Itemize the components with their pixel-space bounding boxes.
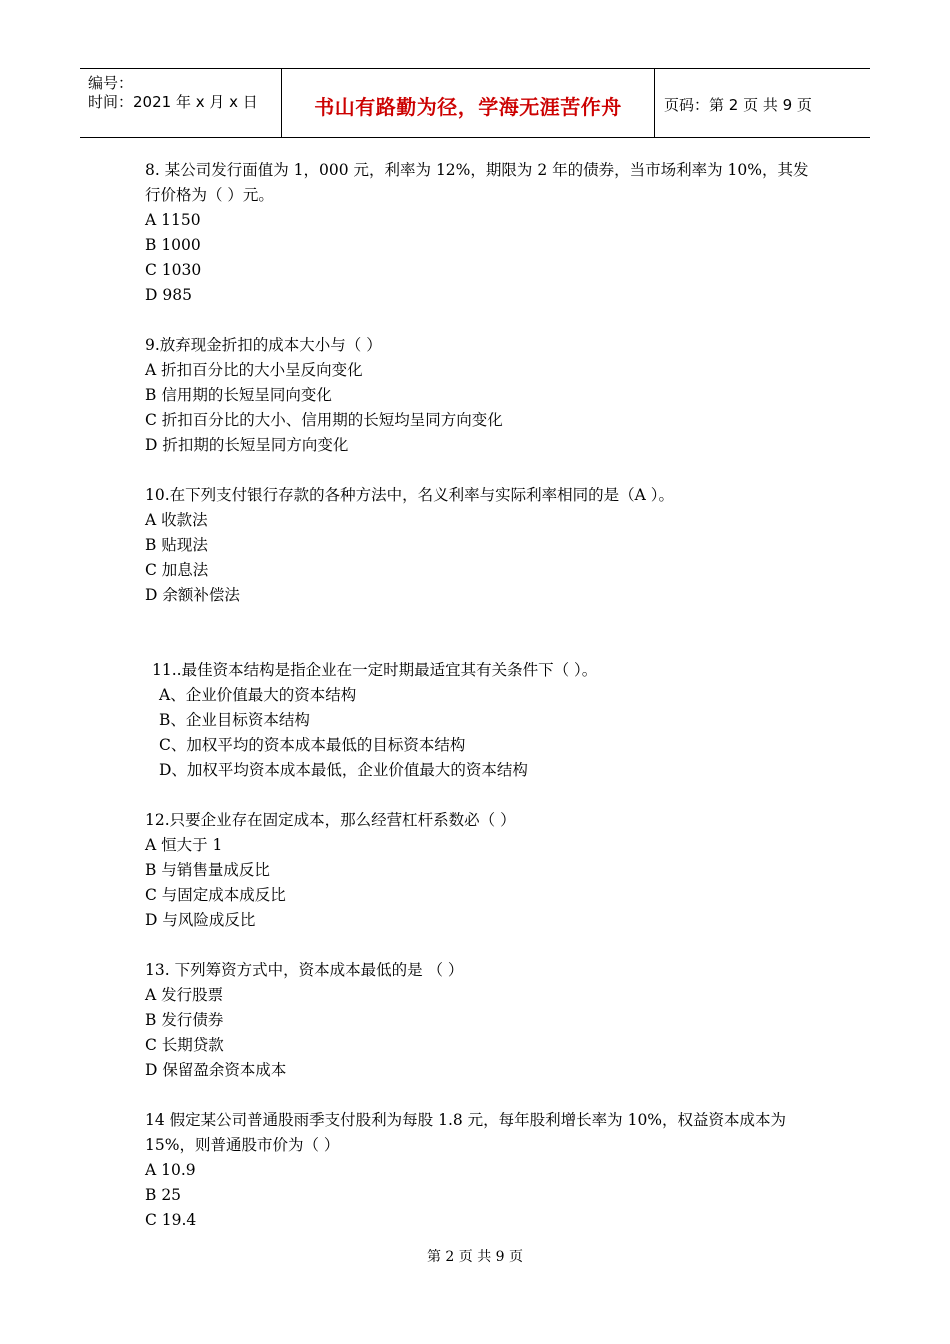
header-motto-cell — [282, 69, 655, 137]
question-12 — [145, 808, 815, 933]
option-b: B 信用期的长短呈同向变化 — [145, 386, 332, 404]
date-line: 时间：2021 年 x 月 x 日 — [88, 93, 258, 111]
option-d: D 折扣期的长短呈同方向变化 — [145, 436, 349, 454]
page-footer: 第 2 页 共 9 页 — [426, 1249, 524, 1265]
option-c: C 与固定成本成反比 — [145, 886, 286, 904]
option-a: A 发行股票 — [145, 986, 224, 1004]
option-b: B、企业目标资本结构 — [159, 711, 310, 729]
question-stem: 9.放弃现金折扣的成本大小与（ ） — [145, 336, 382, 354]
option-b: B 1000 — [145, 236, 201, 254]
option-a: A 10.9 — [145, 1161, 196, 1179]
question-13 — [145, 958, 815, 1083]
option-a: A 1150 — [145, 211, 201, 229]
option-d: D 余额补偿法 — [145, 586, 240, 604]
question-stem: 12.只要企业存在固定成本，那么经营杠杆系数必（ ） — [145, 811, 516, 829]
question-stem: 13. 下列筹资方式中，资本成本最低的是 （ ） — [145, 961, 464, 979]
option-c: C 长期贷款 — [145, 1036, 224, 1054]
option-a: A 收款法 — [145, 511, 208, 529]
question-11 — [145, 658, 815, 783]
code-label: 编号： — [88, 74, 134, 92]
option-a: A 恒大于 1 — [145, 836, 223, 854]
option-a: A、企业价值最大的资本结构 — [159, 686, 357, 704]
question-stem: 10.在下列支付银行存款的各种方法中，名义利率与实际利率相同的是（A ）。 — [145, 486, 675, 504]
question-stem: 8. 某公司发行面值为 1，000 元，利率为 12%，期限为 2 年的债券，当市场利率为 10%，其发行价格为（ ）元。 — [145, 161, 809, 204]
question-8 — [145, 158, 815, 308]
page-info: 页码：第 2 页 共 9 页 — [664, 96, 812, 114]
motto: 书山有路勤为径，学海无涯苦作舟 — [314, 95, 622, 119]
option-c: C 1030 — [145, 261, 202, 279]
option-c: C、加权平均的资本成本最低的目标资本结构 — [159, 736, 466, 754]
option-d: D、加权平均资本成本最低，企业价值最大的资本结构 — [159, 761, 528, 779]
header-info-cell — [80, 69, 282, 137]
option-b: B 发行债券 — [145, 1011, 224, 1029]
option-b: B 与销售量成反比 — [145, 861, 270, 879]
option-d: D 与风险成反比 — [145, 911, 256, 929]
option-c: C 折扣百分比的大小、信用期的长短均呈同方向变化 — [145, 411, 503, 429]
option-c: C 19.4 — [145, 1211, 197, 1229]
question-stem: 11..最佳资本结构是指企业在一定时期最适宜其有关条件下（ ）。 — [152, 661, 598, 679]
question-9 — [145, 333, 815, 458]
page-header — [80, 68, 870, 138]
option-a: A 折扣百分比的大小呈反向变化 — [145, 361, 363, 379]
question-14 — [145, 1108, 815, 1233]
option-b: B 贴现法 — [145, 536, 208, 554]
option-d: D 保留盈余资本成本 — [145, 1061, 287, 1079]
option-b: B 25 — [145, 1186, 182, 1204]
header-page-cell — [655, 69, 870, 137]
question-stem: 14 假定某公司普通股雨季支付股利为每股 1.8 元，每年股利增长率为 10%，权益资本成本为 15%，则普通股市价为（ ） — [145, 1111, 787, 1154]
question-10 — [145, 483, 815, 608]
question-list — [145, 158, 815, 1233]
option-c: C 加息法 — [145, 561, 209, 579]
option-d: D 985 — [145, 286, 192, 304]
